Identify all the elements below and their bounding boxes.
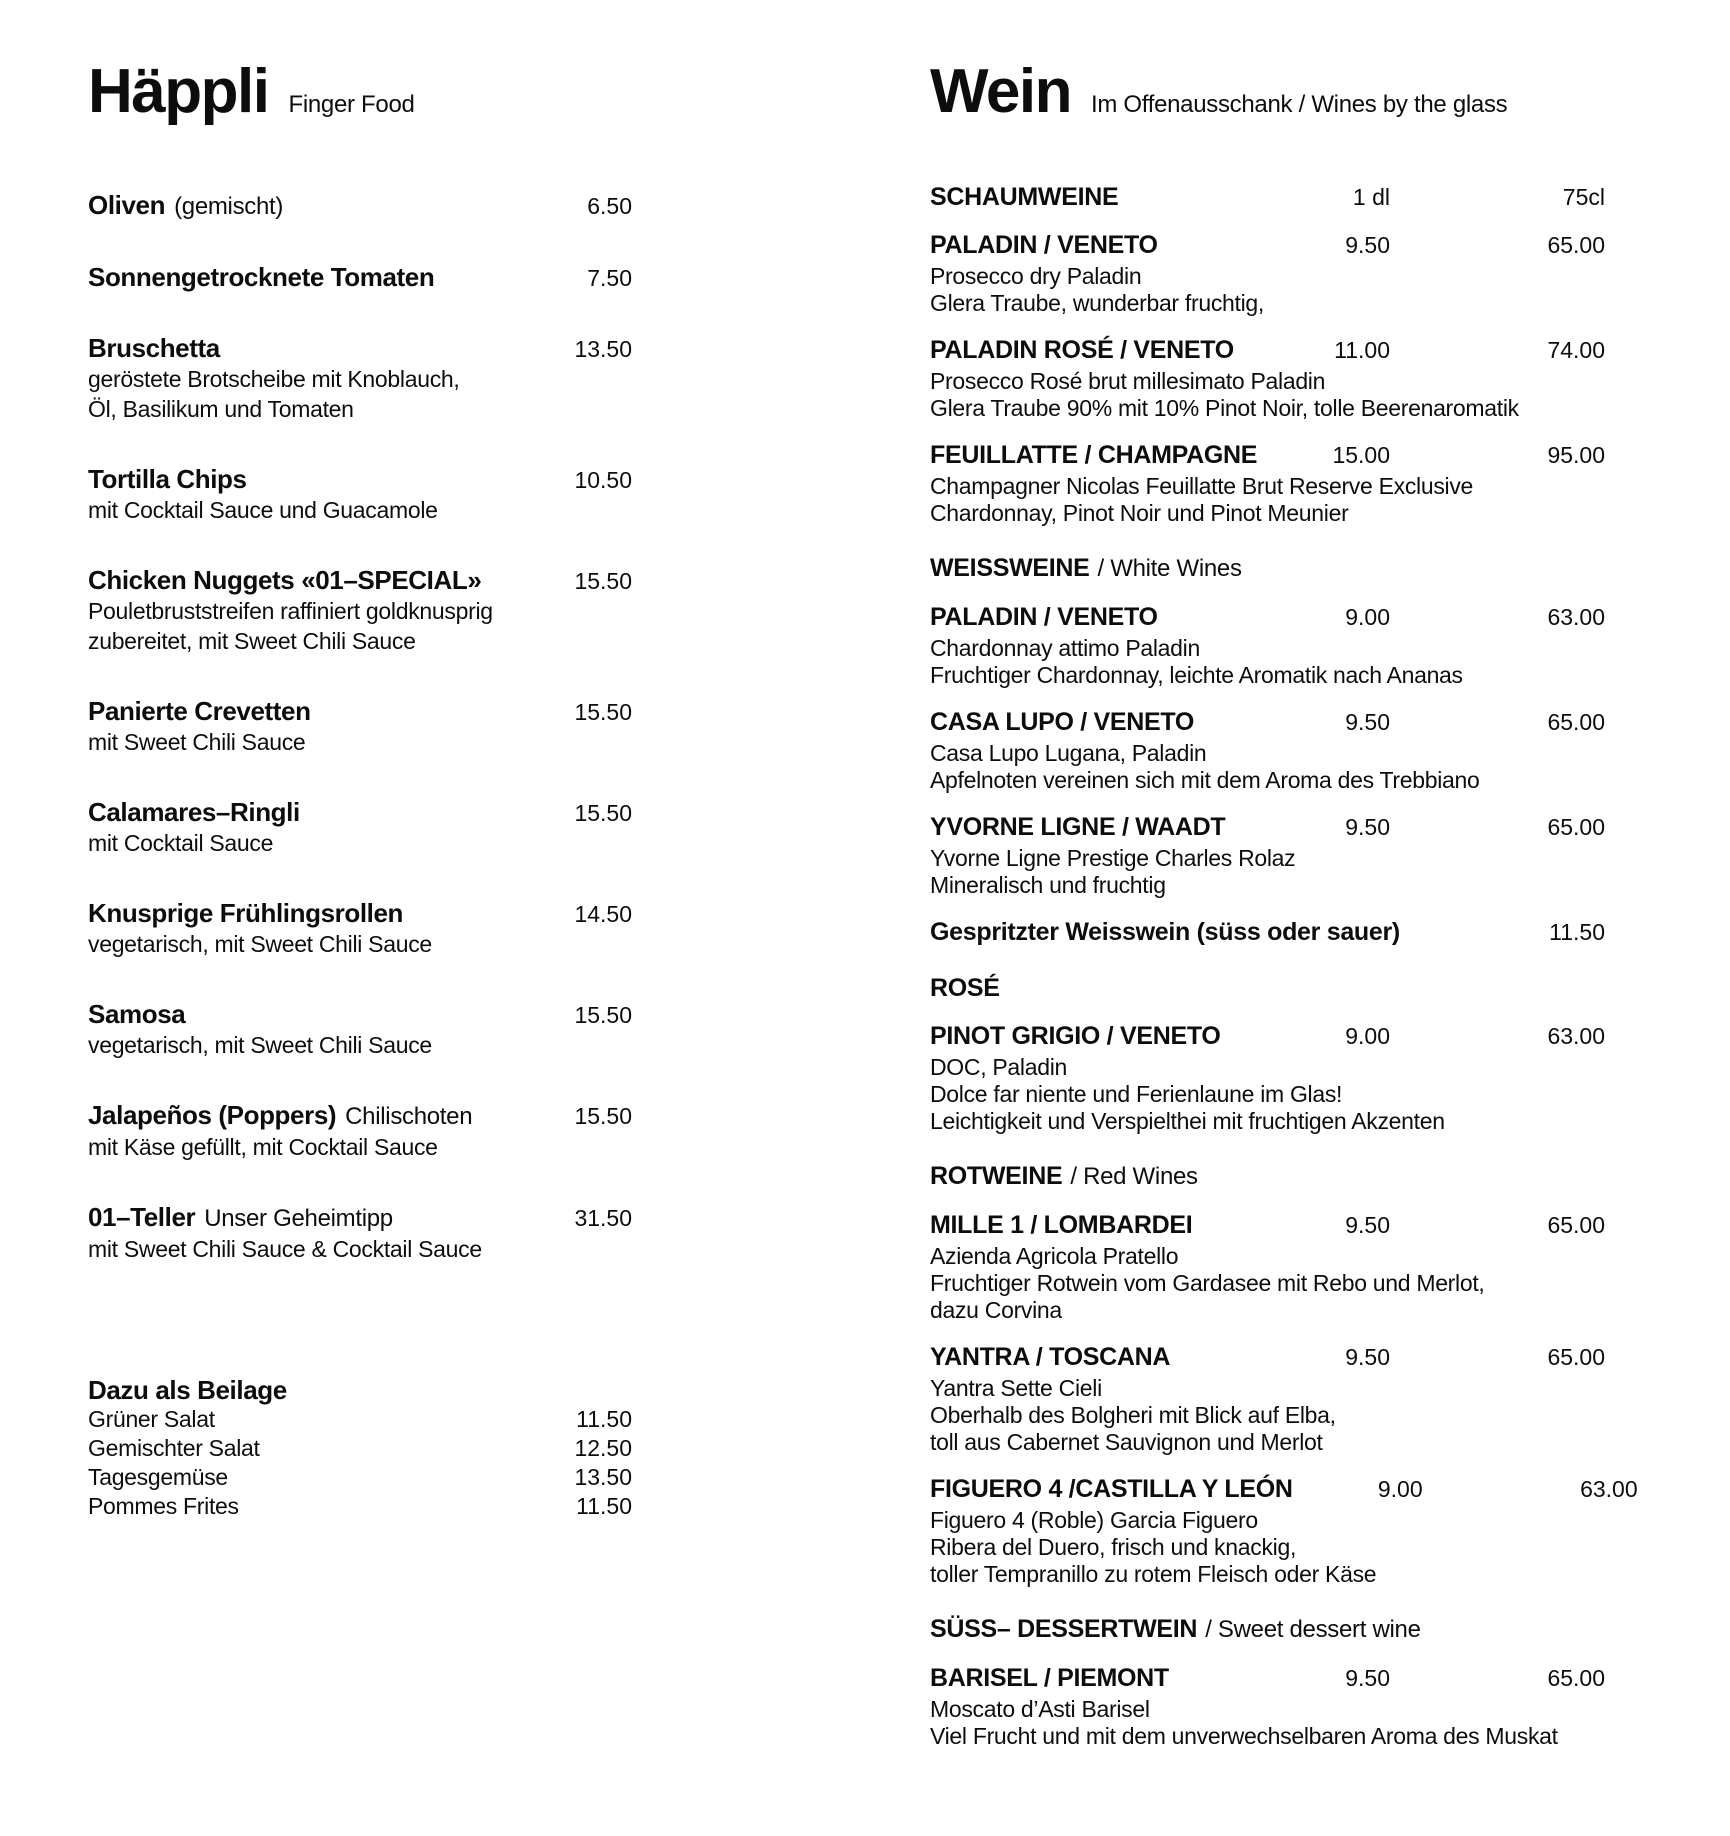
- wine-desc-line: Glera Traube, wunderbar fruchtig,: [930, 290, 1264, 316]
- menu-item-name: Sonnengetrocknete Tomaten: [88, 262, 435, 292]
- finger-food-header: [88, 58, 632, 126]
- wine-name: PALADIN / VENETO: [930, 603, 1158, 631]
- side-dish-row: [88, 1492, 632, 1521]
- wine-price-75cl: 11.50: [1549, 919, 1605, 945]
- menu-item-chicken-nuggets: [88, 565, 632, 655]
- menu-item-desc-line: mit Cocktail Sauce und Guacamole: [88, 497, 438, 523]
- wine-item-mille-1: [930, 1210, 1605, 1324]
- menu-item-head: [88, 797, 632, 827]
- menu-item-head: [88, 898, 632, 928]
- wine-price-75cl: 65.00: [1547, 1665, 1605, 1691]
- wine-desc-line: Leichtigkeit und Verspielthei mit fruchtigen Akzenten: [930, 1108, 1445, 1134]
- wine-name: PINOT GRIGIO / VENETO: [930, 1022, 1221, 1050]
- wine-name: MILLE 1 / LOMBARDEI: [930, 1211, 1193, 1239]
- menu-item-01-teller: [88, 1202, 632, 1263]
- wine-desc: [930, 473, 1605, 527]
- wine-desc: [930, 1243, 1605, 1324]
- wine-name: CASA LUPO / VENETO: [930, 708, 1195, 736]
- wine-item-paladin-weiss: [930, 602, 1605, 689]
- wine-desc: [930, 845, 1605, 899]
- section-header-schaumweine: [930, 182, 1605, 212]
- menu-item-tomaten: [88, 262, 632, 292]
- menu-item-desc-line: Öl, Basilikum und Tomaten: [88, 396, 354, 422]
- menu-item-price: 15.50: [574, 699, 632, 725]
- wine-price-75cl: 65.00: [1547, 709, 1605, 735]
- section-header-rose: [930, 973, 1605, 1003]
- wine-price-1dl: 11.00: [1334, 337, 1390, 363]
- side-dish-label: Grüner Salat: [88, 1406, 215, 1432]
- section-name: SCHAUMWEINE: [930, 183, 1119, 211]
- menu-item-samosa: [88, 999, 632, 1059]
- wine-price-1dl: 9.00: [1345, 1023, 1390, 1049]
- wine-price-75cl: 65.00: [1547, 1344, 1605, 1370]
- wine-item-figuero-4: [930, 1474, 1638, 1588]
- wine-desc-line: Moscato d’Asti Barisel: [930, 1696, 1150, 1722]
- menu-item-name: Bruschetta: [88, 333, 220, 363]
- menu-item-desc-line: mit Sweet Chili Sauce & Cocktail Sauce: [88, 1236, 482, 1262]
- finger-food-column: [88, 58, 632, 1521]
- wine-item-head: [930, 1021, 1605, 1051]
- wine-desc-line: Chardonnay, Pinot Noir und Pinot Meunier: [930, 500, 1349, 526]
- wine-price-75cl: 95.00: [1547, 442, 1605, 468]
- side-dish-label: Pommes Frites: [88, 1493, 239, 1519]
- column-header-glass: 1 dl: [1352, 184, 1390, 210]
- section-header-weissweine: [930, 553, 1605, 584]
- wine-name: PALADIN / VENETO: [930, 231, 1158, 259]
- menu-item-calamares-ringli: [88, 797, 632, 857]
- wine-desc: [930, 368, 1605, 422]
- wine-item-head: [930, 335, 1605, 365]
- wine-desc-line: Prosecco dry Paladin: [930, 263, 1142, 289]
- wine-price-1dl: 9.00: [1377, 1476, 1423, 1502]
- menu-item-head: [88, 464, 632, 494]
- section-name: SÜSS– DESSERTWEIN / Sweet dessert wine: [930, 1615, 1421, 1643]
- wine-name: PALADIN ROSÉ / VENETO: [930, 336, 1234, 364]
- side-dish-label: Tagesgemüse: [88, 1464, 228, 1490]
- menu-item-name-suffix: Chilischoten: [345, 1103, 473, 1130]
- wine-desc: [930, 1054, 1605, 1135]
- section-name-translation: / Red Wines: [1070, 1163, 1198, 1190]
- wine-price-75cl: 63.00: [1547, 604, 1605, 630]
- section-name: ROTWEINE / Red Wines: [930, 1162, 1198, 1190]
- wine-desc-line: Champagner Nicolas Feuillatte Brut Reserve Exclusive: [930, 473, 1474, 499]
- wine-name: BARISEL / PIEMONT: [930, 1664, 1169, 1692]
- wine-item-head: [930, 440, 1605, 470]
- menu-item-name: Knusprige Frühlingsrollen: [88, 898, 404, 928]
- menu-item-desc-line: geröstete Brotscheibe mit Knoblauch,: [88, 366, 460, 392]
- menu-item-desc-line: mit Cocktail Sauce: [88, 830, 274, 856]
- wine-item-paladin-schaumwein: [930, 230, 1605, 317]
- menu-item-head: [88, 565, 632, 595]
- wine-desc: [930, 1375, 1605, 1456]
- menu-item-name: Tortilla Chips: [88, 464, 247, 494]
- wine-price-1dl: 9.50: [1345, 814, 1390, 840]
- side-dishes-block: [88, 1375, 632, 1521]
- wine-name: FEUILLATTE / CHAMPAGNE: [930, 441, 1258, 469]
- column-header-bottle: 75cl: [1562, 184, 1605, 210]
- wine-desc: [930, 263, 1605, 317]
- menu-item-tortilla-chips: [88, 464, 632, 524]
- wine-price-1dl: 9.50: [1345, 232, 1390, 258]
- wine-item-pinot-grigio: [930, 1021, 1605, 1135]
- wine-item-head: [930, 917, 1605, 947]
- side-dish-label: Gemischter Salat: [88, 1435, 260, 1461]
- menu-item-desc-line: vegetarisch, mit Sweet Chili Sauce: [88, 931, 432, 957]
- wine-item-yantra: [930, 1342, 1605, 1456]
- wine-name: YVORNE LIGNE / WAADT: [930, 813, 1226, 841]
- wine-item-head: [930, 1474, 1638, 1504]
- menu-item-bruschetta: [88, 333, 632, 423]
- wine-desc-line: Fruchtiger Rotwein vom Gardasee mit Rebo und Merlot,: [930, 1270, 1485, 1296]
- menu-item-name-suffix: (gemischt): [174, 193, 284, 220]
- wine-desc-line: toller Tempranillo zu rotem Fleisch oder Käse: [930, 1561, 1377, 1587]
- wine-desc-line: Yantra Sette Cieli: [930, 1375, 1102, 1401]
- wine-name: YANTRA / TOSCANA: [930, 1343, 1171, 1371]
- menu-item-price: 7.50: [587, 265, 632, 291]
- menu-item-jalapenos: [88, 1100, 632, 1161]
- wine-item-casa-lupo: [930, 707, 1605, 794]
- menu-item-desc-line: vegetarisch, mit Sweet Chili Sauce: [88, 1032, 432, 1058]
- wine-item-gespritzter-weisswein: [930, 917, 1605, 947]
- wine-price-1dl: 9.50: [1345, 1665, 1390, 1691]
- menu-item-desc-line: mit Käse gefüllt, mit Cocktail Sauce: [88, 1134, 438, 1160]
- wine-item-head: [930, 230, 1605, 260]
- menu-item-desc-line: zubereitet, mit Sweet Chili Sauce: [88, 628, 416, 654]
- wine-item-head: [930, 707, 1605, 737]
- finger-food-list: [88, 190, 632, 1521]
- wine-price-75cl: 63.00: [1580, 1476, 1638, 1502]
- section-header-dessertwein: [930, 1614, 1605, 1645]
- wine-desc-line: dazu Corvina: [930, 1297, 1062, 1323]
- wine-price-1dl: 9.00: [1345, 604, 1390, 630]
- wine-item-head: [930, 1663, 1605, 1693]
- wine-desc-line: Prosecco Rosé brut millesimato Paladin: [930, 368, 1326, 394]
- wine-desc: [930, 740, 1605, 794]
- menu-item-name: Jalapeños (Poppers): [88, 1100, 337, 1130]
- menu-item-fruehlingsrollen: [88, 898, 632, 958]
- menu-item-price: 15.50: [574, 800, 632, 826]
- wine-desc-line: Figuero 4 (Roble) Garcia Figuero: [930, 1507, 1258, 1533]
- wine-desc-line: Casa Lupo Lugana, Paladin: [930, 740, 1207, 766]
- wine-desc-line: Yvorne Ligne Prestige Charles Rolaz: [930, 845, 1296, 871]
- menu-item-price: 31.50: [574, 1205, 632, 1231]
- side-dishes-heading: Dazu als Beilage: [88, 1375, 287, 1405]
- wine-name: Gespritzter Weisswein (süss oder sauer): [930, 918, 1400, 946]
- wine-desc: [930, 635, 1605, 689]
- wine-desc-line: Fruchtiger Chardonnay, leichte Aromatik nach Ananas: [930, 662, 1463, 688]
- menu-item-head: [88, 1202, 632, 1233]
- menu-item-name: 01–Teller: [88, 1202, 196, 1232]
- wine-desc: [930, 1696, 1605, 1750]
- wine-price-75cl: 65.00: [1547, 232, 1605, 258]
- wine-desc-line: Apfelnoten vereinen sich mit dem Aroma des Trebbiano: [930, 767, 1480, 793]
- wine-desc-line: Azienda Agricola Pratello: [930, 1243, 1179, 1269]
- wine-desc-line: Ribera del Duero, frisch und knackig,: [930, 1534, 1297, 1560]
- finger-food-subtitle: Finger Food: [288, 91, 415, 118]
- wine-title: Wein: [930, 57, 1071, 126]
- menu-item-head: [88, 333, 632, 363]
- wine-desc-line: toll aus Cabernet Sauvignon und Merlot: [930, 1429, 1323, 1455]
- menu-item-head: [88, 696, 632, 726]
- menu-item-price: 14.50: [574, 901, 632, 927]
- side-dish-price: 13.50: [574, 1464, 632, 1490]
- wine-desc-line: Viel Frucht und mit dem unverwechselbaren Aroma des Muskat: [930, 1723, 1558, 1749]
- wine-subtitle: Im Offenausschank / Wines by the glass: [1090, 91, 1508, 118]
- menu-item-price: 10.50: [574, 467, 632, 493]
- section-name: WEISSWEINE / White Wines: [930, 554, 1242, 582]
- menu-item-name: Samosa: [88, 999, 186, 1029]
- wine-price-75cl: 65.00: [1547, 814, 1605, 840]
- section-name-translation: / White Wines: [1097, 555, 1242, 582]
- menu-item-desc-line: Pouletbruststreifen raffiniert goldknusprig: [88, 598, 493, 624]
- wine-price-75cl: 63.00: [1547, 1023, 1605, 1049]
- menu-item-name-suffix: Unser Geheimtipp: [204, 1205, 393, 1232]
- wine-desc-line: DOC, Paladin: [930, 1054, 1068, 1080]
- wine-item-head: [930, 1210, 1605, 1240]
- menu-item-price: 13.50: [574, 336, 632, 362]
- menu-item-head: [88, 262, 632, 292]
- menu-item-price: 6.50: [587, 193, 632, 219]
- menu-item-head: [88, 999, 632, 1029]
- wine-header: [930, 58, 1605, 126]
- side-dish-price: 12.50: [574, 1435, 632, 1461]
- menu-item-price: 15.50: [574, 1002, 632, 1028]
- menu-item-price: 15.50: [574, 1103, 632, 1129]
- wine-desc-line: Glera Traube 90% mit 10% Pinot Noir, tolle Beerenaromatik: [930, 395, 1519, 421]
- finger-food-title: Häppli: [88, 57, 269, 126]
- side-dish-price: 11.50: [576, 1406, 632, 1432]
- menu-item-name: Oliven: [88, 190, 166, 220]
- menu-item-name: Chicken Nuggets «01–SPECIAL»: [88, 565, 482, 595]
- wine-price-75cl: 74.00: [1547, 337, 1605, 363]
- menu-item-head: [88, 1100, 632, 1131]
- wine-price-1dl: 9.50: [1345, 1212, 1390, 1238]
- wine-name: FIGUERO 4 /CASTILLA Y LEÓN: [930, 1475, 1293, 1503]
- wine-item-paladin-rose: [930, 335, 1605, 422]
- section-name-translation: / Sweet dessert wine: [1205, 1616, 1421, 1643]
- wine-desc-line: Dolce far niente und Ferienlaune im Glas!: [930, 1081, 1343, 1107]
- side-dish-row: [88, 1463, 632, 1492]
- wine-item-head: [930, 602, 1605, 632]
- menu-item-name: Panierte Crevetten: [88, 696, 311, 726]
- wine-desc-line: Oberhalb des Bolgheri mit Blick auf Elba,: [930, 1402, 1336, 1428]
- side-dish-row: [88, 1434, 632, 1463]
- wine-column: [930, 57, 1638, 1750]
- wine-item-barisel: [930, 1663, 1605, 1750]
- menu-item-price: 15.50: [574, 568, 632, 594]
- wine-item-head: [930, 812, 1605, 842]
- wine-price-1dl: 9.50: [1345, 1344, 1390, 1370]
- wine-item-yvorne-ligne: [930, 812, 1605, 899]
- wine-price-1dl: 15.00: [1332, 442, 1390, 468]
- menu-item-head: [88, 190, 632, 221]
- side-dish-price: 11.50: [576, 1493, 632, 1519]
- menu-item-name: Calamares–Ringli: [88, 797, 300, 827]
- menu-item-panierte-crevetten: [88, 696, 632, 756]
- section-name: ROSÉ: [930, 974, 1000, 1002]
- menu-item-desc-line: mit Sweet Chili Sauce: [88, 729, 306, 755]
- section-header-rotweine: [930, 1161, 1605, 1192]
- wine-list: [930, 182, 1638, 1750]
- wine-item-head: [930, 1342, 1605, 1372]
- menu-item-oliven: [88, 190, 632, 221]
- side-dish-row: [88, 1405, 632, 1434]
- wine-desc-line: Mineralisch und fruchtig: [930, 872, 1166, 898]
- wine-desc: [930, 1507, 1605, 1588]
- wine-price-1dl: 9.50: [1345, 709, 1390, 735]
- wine-item-feuillatte: [930, 440, 1605, 527]
- wine-price-75cl: 65.00: [1547, 1212, 1605, 1238]
- wine-desc-line: Chardonnay attimo Paladin: [930, 635, 1200, 661]
